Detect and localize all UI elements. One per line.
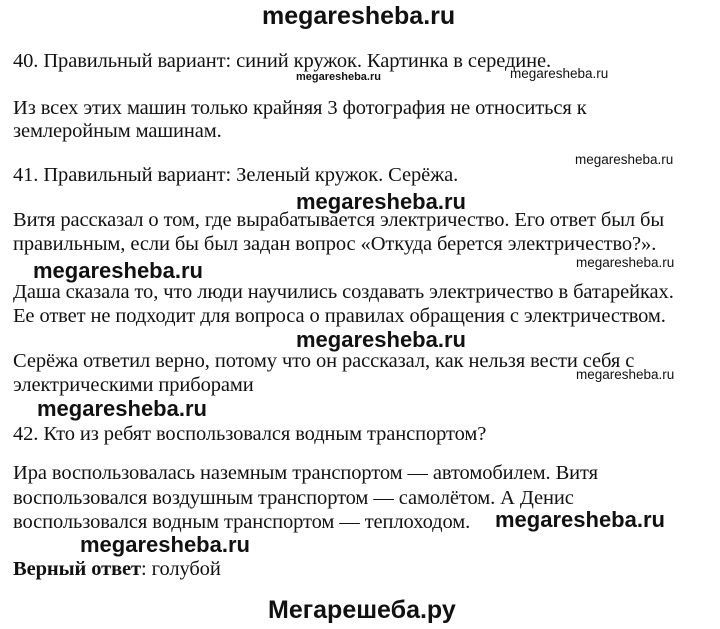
task-41-explanation-line-1: Витя рассказал о том, где вырабатывается электричество. Его ответ был бы — [13, 209, 665, 231]
watermark: megaresheba.ru — [80, 532, 250, 557]
task-42-explanation-line-2: воспользовался воздушным транспортом — самолётом. А Денис — [13, 487, 574, 509]
task-41-explanation-line-6: электрическими приборами — [13, 374, 254, 396]
watermark: megaresheba.ru — [576, 367, 675, 382]
task-42-answer — [13, 557, 221, 582]
task-41-explanation-line-2: правильным, если бы был задан вопрос «Откуда берется электричество?». — [13, 233, 657, 255]
footer-watermark: Мегарешеба.ру — [268, 596, 456, 624]
task-42-question: 42. Кто из ребят воспользовался водным транспортом? — [13, 423, 487, 445]
answer-value: : голубой — [141, 558, 221, 580]
task-41-explanation-line-5: Серёжа ответил верно, потому что он рассказал, как нельзя вести себя с — [13, 350, 635, 372]
answer-label: Верный ответ — [13, 558, 142, 580]
watermark: megaresheba.ru — [576, 255, 675, 270]
watermark: megaresheba.ru — [575, 152, 674, 167]
task-40-explanation-line-1: Из всех этих машин только крайняя 3 фотография не относиться к — [13, 97, 587, 119]
header-watermark: megaresheba.ru — [262, 2, 456, 30]
task-41-explanation-line-3: Даша сказала то, что люди научились создавать электричество в батарейках. — [13, 281, 674, 303]
watermark: megaresheba.ru — [510, 66, 609, 81]
task-42-explanation-line-1: Ира воспользовалась наземным транспортом — автомобилем. Витя — [13, 462, 598, 484]
watermark: megaresheba.ru — [296, 327, 466, 352]
watermark: megaresheba.ru — [296, 189, 466, 214]
watermark: megaresheba.ru — [296, 71, 381, 83]
task-41-answer: 41. Правильный вариант: Зеленый кружок. Серёжа. — [13, 164, 459, 186]
task-40-answer: 40. Правильный вариант: синий кружок. Картинка в середине. — [13, 50, 552, 72]
task-41-explanation-line-4: Ее ответ не подходит для вопроса о правилах обращения с электричеством. — [13, 305, 666, 327]
watermark: megaresheba.ru — [495, 507, 665, 532]
task-42-explanation-line-3: воспользовался водным транспортом — теплоходом. — [13, 511, 471, 533]
watermark: megaresheba.ru — [37, 396, 207, 421]
task-40-explanation-line-2: землеройным машинам. — [13, 120, 222, 142]
watermark: megaresheba.ru — [33, 258, 203, 283]
